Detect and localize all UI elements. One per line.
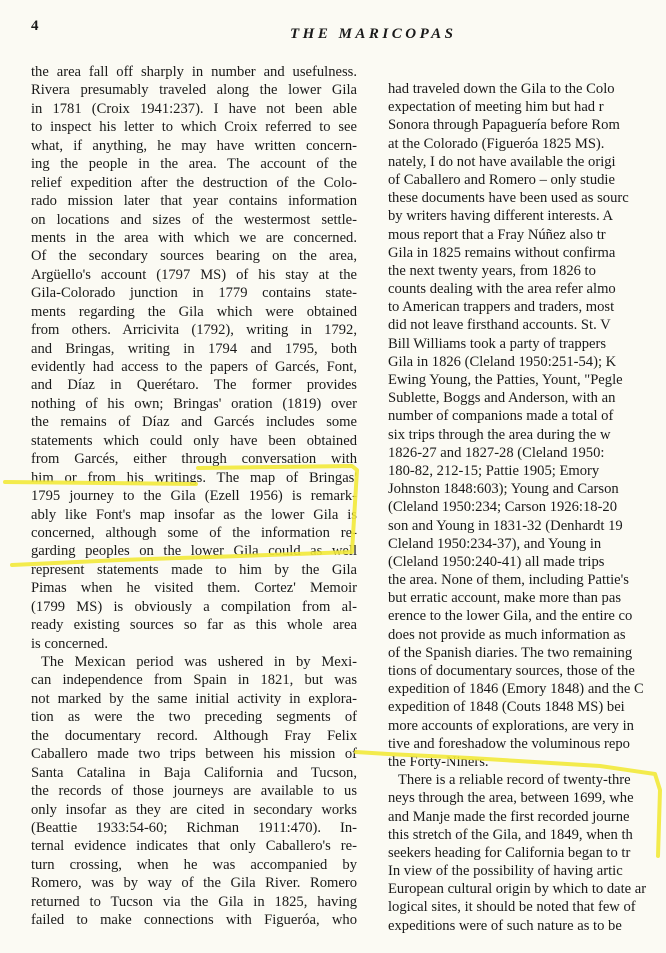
right-column-line: Gila in 1826 (Cleland 1950:251-54); K xyxy=(388,353,617,370)
left-text-column xyxy=(31,63,357,930)
right-column-line: to American trappers and traders, most xyxy=(388,299,615,316)
right-column-line: mous report that a Fray Núñez also tr xyxy=(388,226,606,243)
left-column-line: The Mexican period was ushered in by Mexi- xyxy=(41,654,357,670)
left-column-line: is concerned. xyxy=(31,635,108,652)
right-column-line: number of companions made a total of xyxy=(388,408,614,425)
right-column-line: these documents have been used as sourc xyxy=(388,190,629,207)
left-column-line: ready existing sources so far as this whole area xyxy=(31,617,357,634)
right-column-line: Bill Williams took a party of trappers xyxy=(388,335,607,352)
left-column-line: Gila-Colorado junction in 1779 contains state- xyxy=(31,285,357,302)
right-column-line: this stretch of the Gila, and 1849, when th xyxy=(388,826,633,843)
left-column-line: returned to Tucson via the Gila in 1825, having xyxy=(31,893,357,910)
left-column-line: not marked by the same initial activity in explora- xyxy=(31,690,357,707)
right-column-line: does not provide as much information as xyxy=(388,626,626,643)
right-column-line: 180-82, 212-15; Pattie 1905; Emory xyxy=(388,462,600,479)
left-column-line: (Beattie 1933:54-60; Richman 1911:470). In- xyxy=(31,819,357,836)
right-column-line: In view of the possibility of having artic xyxy=(388,863,623,880)
right-column-line: and Manje made the first recorded journe xyxy=(388,808,630,825)
left-column-line: ments regarding the Gila which were obtained xyxy=(31,303,357,320)
right-column-line: European cultural origin by which to date ar xyxy=(388,881,647,898)
left-column-line: garding peoples on the lower Gila could as well xyxy=(31,543,357,560)
right-column-line: logical sites, it should be noted that few of xyxy=(388,899,636,916)
right-column-line: expedition of 1846 (Emory 1848) and the C xyxy=(388,681,644,698)
right-column-line: counts dealing with the area refer almo xyxy=(388,281,616,298)
left-column-line: Pimas when he visited them. Cortez' Memoir xyxy=(31,580,357,597)
left-column-line: ing the people in the area. The account of the xyxy=(31,156,357,173)
left-column-line: Romero, was by way of the Gila River. Romero xyxy=(31,875,357,892)
left-column-line: him or from his writings. The map of Bringas' xyxy=(31,469,357,486)
left-column-line: represent statements made to him by the Gila xyxy=(31,561,357,578)
left-column-line: ternal evidence indicates that only Caballero's re- xyxy=(31,838,357,855)
left-column-line: Santa Catalina in Baja California and Tucson, xyxy=(31,764,357,781)
right-column-line: 1826-27 and 1827-28 (Cleland 1950: xyxy=(388,444,605,461)
right-column-line: Ewing Young, the Patties, Yount, "Pegle xyxy=(388,372,623,388)
left-column-line: from Garcés, either through conversation with xyxy=(31,451,357,468)
right-column-line: neys through the area, between 1699, whe xyxy=(388,790,634,807)
right-text-column xyxy=(388,80,666,935)
left-column-line: rado mission later that year contains information xyxy=(31,193,357,210)
left-column-line: on locations and sizes of the westermost settle- xyxy=(31,211,357,228)
right-column-line: by writers having different interests. A xyxy=(388,208,614,225)
right-column-line: tions of documentary sources, those of the xyxy=(388,663,635,679)
right-column-line: expeditions were of such nature as to be xyxy=(388,917,622,934)
right-column-line: Sublette, Boggs and Anderson, with an xyxy=(388,390,616,407)
left-column-line: to inspect his letter to which Croix referred to see xyxy=(31,119,357,136)
right-column-line: (Cleland 1950:240-41) all made trips xyxy=(388,553,605,570)
right-column-line: six trips through the area during the w xyxy=(388,426,611,443)
right-column-line: son and Young in 1831-32 (Denhardt 19 xyxy=(388,517,623,534)
right-column-line: did not leave firsthand accounts. St. V xyxy=(388,317,611,334)
left-column-line: can independence from Spain in 1821, but was xyxy=(31,672,357,689)
left-column-line: Rivera presumably traveled along the lower Gila xyxy=(31,82,357,99)
left-column-line: tion as were the two preceding segments of xyxy=(31,709,357,726)
right-column-line: of the Spanish diaries. The two remaining xyxy=(388,644,633,661)
left-column-line: in 1781 (Croix 1941:237). I have not been able xyxy=(31,100,357,117)
right-column-line: more accounts of explorations, are very in xyxy=(388,717,634,734)
left-column-line: Argüello's account (1797 MS) of his stay at the xyxy=(31,266,357,283)
left-column-line: (1799 MS) is obviously a compilation from al- xyxy=(31,598,357,615)
right-column-line: erence to the lower Gila, and the entire co xyxy=(388,608,633,625)
running-head: THE MARICOPAS xyxy=(290,26,457,42)
right-column-line: the area. None of them, including Pattie's xyxy=(388,572,629,589)
right-column-line: nately, I do not have available the origi xyxy=(388,153,616,170)
right-column-line: the Forty-Niners. xyxy=(388,753,489,770)
left-column-line: the remains of Díaz and Garcés includes some xyxy=(31,414,357,431)
page-number: 4 xyxy=(31,18,39,34)
left-column-line: Caballero made two trips between his mission of xyxy=(31,746,357,763)
right-column-line: had traveled down the Gila to the Colo xyxy=(388,81,615,97)
left-column-line: what, if anything, he may have written concern- xyxy=(31,137,357,154)
left-column-line: failed to make connections with Figueróa, who xyxy=(31,912,357,929)
right-column-line: There is a reliable record of twenty-thre xyxy=(398,772,631,789)
right-column-line: Johnston 1848:603); Young and Carson xyxy=(388,481,619,498)
right-column-line: of Caballero and Romero – only studie xyxy=(388,171,615,188)
left-column-line: the records of those journeys are available to us xyxy=(31,783,357,800)
left-column-line: only insofar as they are cited in secondary works xyxy=(31,801,357,818)
left-column-line: statements which could only have been obtained xyxy=(31,432,357,449)
right-column-line: tive and foreshadow the voluminous repo xyxy=(388,735,630,752)
right-column-line: at the Colorado (Figueróa 1825 MS). xyxy=(388,135,605,152)
left-column-line: ably like Font's map insofar as the lower Gila is xyxy=(31,506,357,523)
left-column-line: concerned, although some of the information re- xyxy=(31,524,357,541)
right-column-line: expedition of 1848 (Couts 1848 MS) bei xyxy=(388,699,625,716)
right-column-line: Gila in 1825 remains without confirma xyxy=(388,244,616,261)
left-column-line: and Díaz in Querétaro. The former provides xyxy=(31,377,357,394)
left-column-line: turn crossing, when he was accompanied by xyxy=(31,856,357,873)
right-column-line: expectation of meeting him but had r xyxy=(388,99,604,116)
left-column-line: nothing of his own; Bringas' oration (1819) over xyxy=(31,395,357,412)
left-column-line: the documentary record. Although Fray Felix xyxy=(31,727,357,744)
left-column-line: from others. Arricivita (1792), writing in 1792, xyxy=(31,322,357,339)
right-column-line: seekers heading for California began to tr xyxy=(388,844,631,861)
right-column-line: Cleland 1950:234-37), and Young in xyxy=(388,535,602,552)
left-column-line: evidently had access to the papers of Garcés, Font, xyxy=(31,359,357,375)
left-column-line: the area fall off sharply in number and usefulness. xyxy=(31,64,357,80)
left-column-line: relief expedition after the destruction of the Colo- xyxy=(31,174,357,191)
right-column-line: the next twenty years, from 1826 to xyxy=(388,262,596,279)
left-column-line: 1795 journey to the Gila (Ezell 1956) is remark- xyxy=(31,488,357,505)
right-column-line: but erratic account, make more than pas xyxy=(388,590,621,607)
right-column-line: Sonora through Papaguería before Rom xyxy=(388,117,620,134)
left-column-line: ments in the area with which we are concerned. xyxy=(31,229,357,246)
left-column-line: and Bringas, writing in 1794 and 1795, both xyxy=(31,340,357,357)
left-column-line: Of the secondary sources bearing on the area, xyxy=(31,248,357,265)
right-column-line: (Cleland 1950:234; Carson 1926:18-20 xyxy=(388,499,618,516)
